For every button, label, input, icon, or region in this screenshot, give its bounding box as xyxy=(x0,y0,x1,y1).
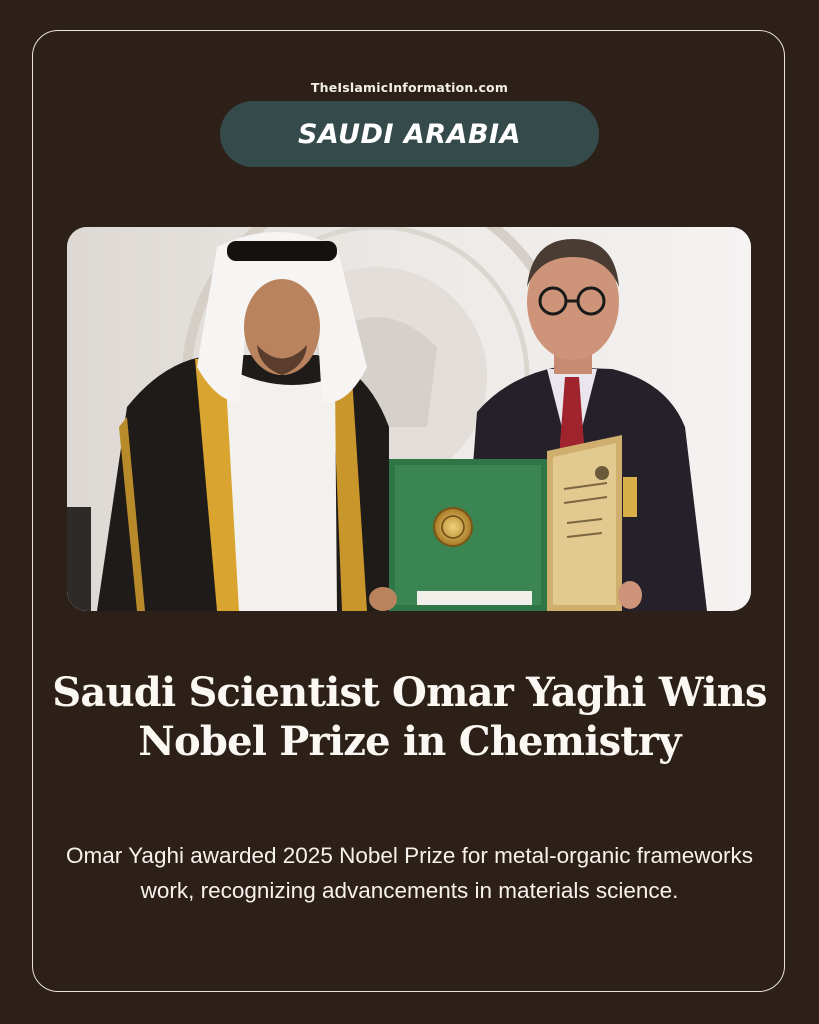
category-label: SAUDI ARABIA xyxy=(297,118,521,150)
news-photo xyxy=(67,227,751,611)
headline: Saudi Scientist Omar Yaghi Wins Nobel Prize in Chemistry xyxy=(52,669,767,765)
summary: Omar Yaghi awarded 2025 Nobel Prize for metal-organic frameworks work, recognizing advancements in materials science. xyxy=(66,843,753,903)
site-name: TheIslamicInformation.com xyxy=(310,80,509,95)
category-badge xyxy=(220,101,599,167)
